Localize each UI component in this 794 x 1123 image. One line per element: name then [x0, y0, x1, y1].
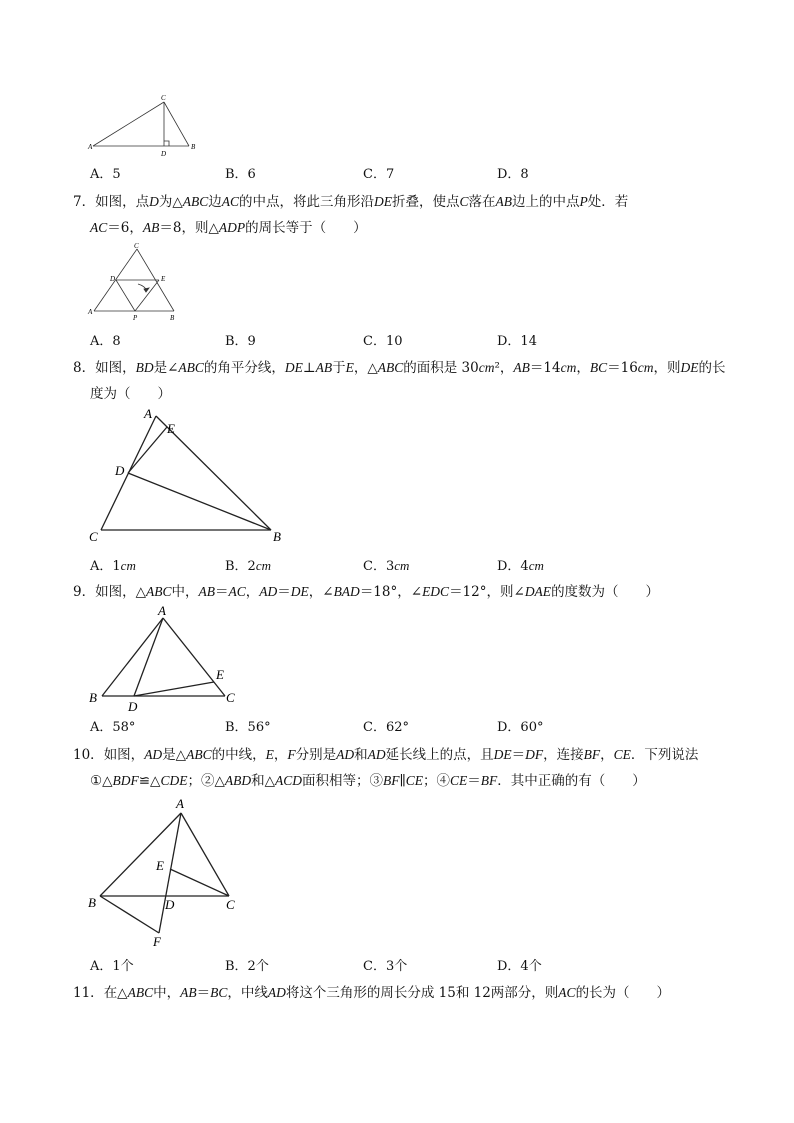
q7-number: 7．: [73, 194, 96, 210]
q9-option-b[interactable]: B．56°: [225, 720, 271, 735]
q8-number: 8．: [73, 360, 96, 376]
q7-label-b: B: [170, 314, 175, 322]
q6-option-b[interactable]: B．6: [225, 167, 256, 182]
q10-option-d[interactable]: D．4个: [497, 959, 542, 974]
q7-figure: [88, 244, 183, 322]
q8-label-a: A: [144, 406, 152, 421]
q8-option-b[interactable]: B．2cm: [225, 558, 271, 574]
q10-label-f: F: [153, 934, 161, 949]
q7-label-c: C: [134, 242, 139, 250]
q6-option-c[interactable]: C．7: [363, 167, 395, 182]
q6-option-d[interactable]: D．8: [497, 167, 529, 182]
q10-number: 10．: [73, 747, 104, 763]
q9-label-c: C: [226, 690, 235, 705]
q9-label-b: B: [89, 690, 97, 705]
q6-label-d: D: [161, 150, 167, 158]
q7-label-e: E: [161, 275, 166, 283]
q7-label-p: P: [133, 314, 138, 322]
q7-label-d: D: [110, 275, 116, 283]
q8-option-d[interactable]: D．4cm: [497, 558, 544, 574]
q7-option-a[interactable]: A．8: [90, 334, 121, 349]
q10-label-c: C: [226, 897, 235, 912]
q11-stem-line1: 11．在△ABC中，AB＝BC，中线AD将这个三角形的周长分成 15和 12两部分，则AC的长为（ ）: [73, 985, 671, 1001]
q10-label-d: D: [165, 897, 175, 912]
q8-figure: [86, 408, 296, 548]
q10-option-a[interactable]: A．1个: [90, 959, 134, 974]
q9-option-a[interactable]: A．58°: [90, 720, 136, 735]
q6-figure: [88, 94, 203, 156]
q8-stem-line2: 度为（ ）: [90, 386, 171, 402]
q10-label-e: E: [156, 858, 164, 873]
q11-number: 11．: [73, 985, 104, 1001]
q9-label-a: A: [158, 603, 166, 618]
q9-figure: [86, 605, 246, 715]
q8-label-c: C: [89, 529, 98, 544]
q10-stem-line1: 10．如图，AD是△ABC的中线，E，F分别是AD和AD延长线上的点，且DE＝DF，连接BF，CE．下列说法: [73, 747, 699, 763]
q8-label-e: E: [167, 421, 175, 436]
q9-number: 9．: [73, 584, 96, 600]
q6-label-c: C: [161, 94, 166, 102]
q10-option-c[interactable]: C．3个: [363, 959, 408, 974]
q10-stem-line2: ①△BDF≌△CDE；②△ABD和△ACD面积相等；③BF∥CE；④CE＝BF．其中正确的有（ ）: [90, 773, 646, 789]
q8-label-b: B: [273, 529, 281, 544]
q9-option-d[interactable]: D．60°: [497, 720, 544, 735]
q7-label-a: A: [88, 308, 93, 316]
q8-option-c[interactable]: C．3cm: [363, 558, 410, 574]
q7-option-b[interactable]: B．9: [225, 334, 256, 349]
q6-label-b: B: [191, 143, 196, 151]
q6-label-a: A: [88, 143, 93, 151]
q7-option-c[interactable]: C．10: [363, 334, 403, 349]
q8-option-a[interactable]: A．1cm: [90, 558, 136, 574]
q10-figure: [86, 795, 246, 955]
q10-label-b: B: [88, 895, 96, 910]
q10-option-b[interactable]: B．2个: [225, 959, 269, 974]
q9-stem-line1: 9．如图，△ABC中，AB＝AC，AD＝DE，∠BAD＝18°，∠EDC＝12°，则∠DAE的度数为（ ）: [73, 584, 660, 600]
q7-option-d[interactable]: D．14: [497, 334, 537, 349]
q9-label-e: E: [216, 667, 224, 682]
q9-label-d: D: [128, 699, 138, 714]
q7-stem-line2: AC＝6，AB＝8，则△ADP的周长等于（ ）: [90, 220, 367, 236]
q8-label-d: D: [115, 463, 125, 478]
q6-option-a[interactable]: A．5: [90, 167, 121, 182]
q10-label-a: A: [176, 796, 184, 811]
q8-stem-line1: 8．如图，BD是∠ABC的角平分线，DE⊥AB于E，△ABC的面积是 30cm²，AB＝14cm，BC＝16cm，则DE的长: [73, 360, 726, 376]
q9-option-c[interactable]: C．62°: [363, 720, 409, 735]
q7-stem-line1: 7．如图，点D为△ABC边AC的中点，将此三角形沿DE折叠，使点C落在AB边上的中点P处．若: [73, 194, 629, 210]
